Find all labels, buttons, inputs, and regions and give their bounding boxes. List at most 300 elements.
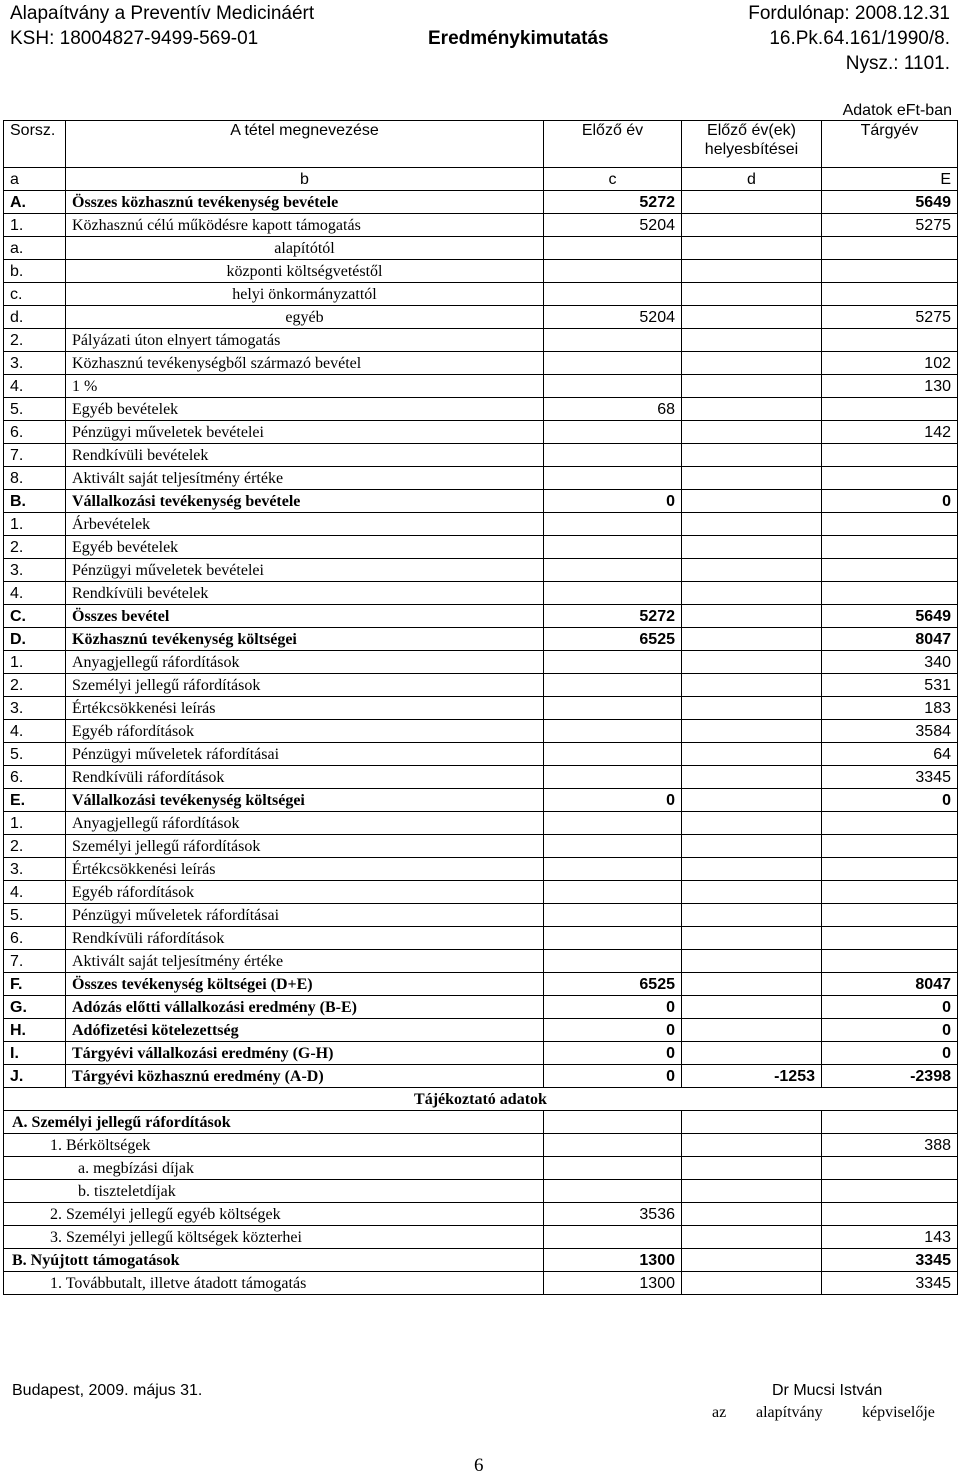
info-row-label: a. megbízási díjak: [4, 1157, 544, 1180]
row-label: Összes közhasznú tevékenység bevétele: [66, 191, 544, 214]
current-year-value: 531: [822, 674, 958, 697]
row-label: központi költségvetéstől: [66, 260, 544, 283]
table-row: [4, 812, 958, 835]
current-year-value: [822, 237, 958, 260]
column-header-row: [4, 121, 958, 168]
prev-year-value: [544, 927, 682, 950]
col-header-sorsz: Sorsz.: [4, 121, 66, 168]
prev-year-correction-value: [682, 812, 822, 835]
info-empty-cell: [682, 1249, 822, 1272]
row-label: Pénzügyi műveletek bevételei: [66, 421, 544, 444]
row-label: Összes bevétel: [66, 605, 544, 628]
table-row: [4, 904, 958, 927]
row-label: Anyagjellegű ráfordítások: [66, 812, 544, 835]
current-year-value: 8047: [822, 973, 958, 996]
info-empty-cell: [682, 1111, 822, 1134]
prev-year-correction-value: [682, 421, 822, 444]
row-number: 2.: [4, 835, 66, 858]
info-row-label: 2. Személyi jellegű egyéb költségek: [4, 1203, 544, 1226]
registry-number: Nysz.: 1101.: [845, 53, 950, 74]
col-header-name: A tétel megnevezése: [66, 121, 544, 168]
prev-year-correction-value: [682, 789, 822, 812]
current-year-value: [822, 398, 958, 421]
prev-year-correction-value: [682, 237, 822, 260]
table-row: [4, 237, 958, 260]
prev-year-value: [544, 536, 682, 559]
organization-name: Alapaítvány a Preventív Medicináért: [10, 3, 315, 24]
info-prev-year-value: [544, 1111, 682, 1134]
prev-year-value: [544, 352, 682, 375]
row-label: 1 %: [66, 375, 544, 398]
current-year-value: [822, 467, 958, 490]
prev-year-value: 6525: [544, 973, 682, 996]
row-number: 7.: [4, 444, 66, 467]
current-year-value: 0: [822, 996, 958, 1019]
row-number: b.: [4, 260, 66, 283]
info-empty-cell: [682, 1134, 822, 1157]
prev-year-value: 5204: [544, 214, 682, 237]
row-number: A.: [4, 191, 66, 214]
table-row: [4, 881, 958, 904]
prev-year-correction-value: [682, 996, 822, 1019]
info-row: [4, 1157, 958, 1180]
table-row: [4, 283, 958, 306]
signer-role-1: az: [712, 1404, 727, 1421]
current-year-value: [822, 858, 958, 881]
table-row: [4, 720, 958, 743]
court-registration: 16.Pk.64.161/1990/8.: [769, 28, 950, 49]
current-year-value: [822, 582, 958, 605]
current-year-value: [822, 329, 958, 352]
column-letter-row: [4, 168, 958, 191]
prev-year-correction-value: [682, 582, 822, 605]
prev-year-correction-value: [682, 513, 822, 536]
table-row: [4, 352, 958, 375]
table-row: [4, 1065, 958, 1088]
info-prev-year-value: 3536: [544, 1203, 682, 1226]
table-row: [4, 260, 958, 283]
prev-year-value: [544, 582, 682, 605]
prev-year-value: [544, 904, 682, 927]
col-header-prev-corrections-line2: helyesbítései: [704, 141, 799, 158]
row-number: 6.: [4, 766, 66, 789]
current-year-value: [822, 513, 958, 536]
signer-role-3: képviselője: [862, 1404, 935, 1421]
page-title: Eredménykimutatás: [428, 28, 609, 49]
row-number: 4.: [4, 375, 66, 398]
row-number: a.: [4, 237, 66, 260]
prev-year-correction-value: [682, 605, 822, 628]
prev-year-correction-value: [682, 743, 822, 766]
row-label: Anyagjellegű ráfordítások: [66, 651, 544, 674]
row-number: B.: [4, 490, 66, 513]
col-letter-c: c: [544, 168, 682, 191]
prev-year-value: [544, 651, 682, 674]
current-year-value: 0: [822, 490, 958, 513]
table-row: [4, 513, 958, 536]
table-row: [4, 444, 958, 467]
prev-year-value: [544, 697, 682, 720]
row-number: F.: [4, 973, 66, 996]
row-label: Összes tevékenység költségei (D+E): [66, 973, 544, 996]
prev-year-value: [544, 674, 682, 697]
prev-year-correction-value: [682, 1042, 822, 1065]
info-prev-year-value: [544, 1134, 682, 1157]
row-label: helyi önkormányzattól: [66, 283, 544, 306]
row-number: 3.: [4, 697, 66, 720]
col-header-prev: Előző év: [544, 121, 682, 168]
row-number: C.: [4, 605, 66, 628]
prev-year-value: 0: [544, 1065, 682, 1088]
prev-year-correction-value: [682, 214, 822, 237]
info-prev-year-value: [544, 1180, 682, 1203]
row-number: 4.: [4, 881, 66, 904]
prev-year-correction-value: [682, 858, 822, 881]
row-number: 1.: [4, 214, 66, 237]
table-row: [4, 191, 958, 214]
income-statement-table: [3, 120, 958, 1295]
table-row: [4, 835, 958, 858]
current-year-value: 0: [822, 1042, 958, 1065]
prev-year-value: [544, 421, 682, 444]
table-row: [4, 996, 958, 1019]
table-row: [4, 674, 958, 697]
table-row: [4, 214, 958, 237]
row-number: d.: [4, 306, 66, 329]
prev-year-value: [544, 766, 682, 789]
info-current-year-value: 388: [822, 1134, 958, 1157]
info-empty-cell: [682, 1203, 822, 1226]
row-label: Vállalkozási tevékenység bevétele: [66, 490, 544, 513]
prev-year-value: 5272: [544, 191, 682, 214]
table-row: [4, 1019, 958, 1042]
table-row: [4, 536, 958, 559]
info-empty-cell: [682, 1272, 822, 1295]
row-label: Tárgyévi közhasznú eredmény (A-D): [66, 1065, 544, 1088]
info-row-label: A. Személyi jellegű ráfordítások: [4, 1111, 544, 1134]
prev-year-value: 5272: [544, 605, 682, 628]
table-row: [4, 375, 958, 398]
signer-name: Dr Mucsi István: [772, 1382, 883, 1399]
current-year-value: [822, 927, 958, 950]
prev-year-correction-value: [682, 927, 822, 950]
prev-year-correction-value: [682, 973, 822, 996]
table-row: [4, 467, 958, 490]
prev-year-value: [544, 720, 682, 743]
row-number: 4.: [4, 720, 66, 743]
current-year-value: [822, 283, 958, 306]
prev-year-correction-value: [682, 283, 822, 306]
col-letter-d: d: [682, 168, 822, 191]
prev-year-value: [544, 375, 682, 398]
table-row: [4, 559, 958, 582]
info-section-title: Tájékoztató adatok: [4, 1088, 958, 1111]
prev-year-correction-value: [682, 329, 822, 352]
prev-year-correction-value: [682, 467, 822, 490]
prev-year-correction-value: [682, 375, 822, 398]
prev-year-correction-value: [682, 835, 822, 858]
current-year-value: 130: [822, 375, 958, 398]
row-label: Közhasznú tevékenység költségei: [66, 628, 544, 651]
row-number: H.: [4, 1019, 66, 1042]
row-label: Árbevételek: [66, 513, 544, 536]
row-number: 2.: [4, 674, 66, 697]
col-letter-a: a: [4, 168, 66, 191]
info-current-year-value: [822, 1180, 958, 1203]
current-year-value: [822, 444, 958, 467]
table-row: [4, 398, 958, 421]
row-number: J.: [4, 1065, 66, 1088]
prev-year-value: [544, 237, 682, 260]
info-title-row: [4, 1088, 958, 1111]
row-label: Egyéb bevételek: [66, 536, 544, 559]
prev-year-correction-value: [682, 260, 822, 283]
current-year-value: 3345: [822, 766, 958, 789]
table-row: [4, 490, 958, 513]
row-label: Értékcsökkenési leírás: [66, 697, 544, 720]
prev-year-correction-value: [682, 950, 822, 973]
prev-year-correction-value: [682, 559, 822, 582]
table-row: [4, 306, 958, 329]
info-current-year-value: 3345: [822, 1272, 958, 1295]
current-year-value: 5649: [822, 605, 958, 628]
prev-year-correction-value: [682, 352, 822, 375]
prev-year-value: [544, 559, 682, 582]
prev-year-value: [544, 812, 682, 835]
prev-year-value: [544, 329, 682, 352]
current-year-value: 8047: [822, 628, 958, 651]
reference-date: Fordulónap: 2008.12.31: [748, 3, 950, 24]
current-year-value: 142: [822, 421, 958, 444]
prev-year-correction-value: [682, 628, 822, 651]
prev-year-correction-value: [682, 881, 822, 904]
info-row: [4, 1134, 958, 1157]
prev-year-value: [544, 835, 682, 858]
row-number: 6.: [4, 421, 66, 444]
info-row-label: 1. Továbbutalt, illetve átadott támogatás: [4, 1272, 544, 1295]
row-number: 8.: [4, 467, 66, 490]
prev-year-value: 0: [544, 996, 682, 1019]
row-label: Rendkívüli ráfordítások: [66, 927, 544, 950]
table-row: [4, 582, 958, 605]
row-number: 1.: [4, 812, 66, 835]
row-label: Értékcsökkenési leírás: [66, 858, 544, 881]
info-row: [4, 1226, 958, 1249]
page-number: 6: [474, 1455, 484, 1476]
current-year-value: [822, 881, 958, 904]
current-year-value: 0: [822, 789, 958, 812]
table-row: [4, 605, 958, 628]
ksh-number: KSH: 18004827-9499-569-01: [10, 28, 259, 49]
col-header-curr: Tárgyév: [822, 121, 958, 168]
prev-year-value: 0: [544, 490, 682, 513]
info-empty-cell: [682, 1157, 822, 1180]
row-number: D.: [4, 628, 66, 651]
prev-year-correction-value: [682, 1019, 822, 1042]
current-year-value: [822, 835, 958, 858]
info-empty-cell: [682, 1226, 822, 1249]
row-number: 1.: [4, 651, 66, 674]
prev-year-correction-value: [682, 490, 822, 513]
info-prev-year-value: [544, 1157, 682, 1180]
row-label: Személyi jellegű ráfordítások: [66, 674, 544, 697]
current-year-value: [822, 559, 958, 582]
row-number: 1.: [4, 513, 66, 536]
row-number: c.: [4, 283, 66, 306]
current-year-value: 102: [822, 352, 958, 375]
row-label: Személyi jellegű ráfordítások: [66, 835, 544, 858]
row-number: 2.: [4, 329, 66, 352]
info-current-year-value: [822, 1203, 958, 1226]
info-prev-year-value: [544, 1226, 682, 1249]
row-number: 2.: [4, 536, 66, 559]
row-label: Közhasznú célú működésre kapott támogatás: [66, 214, 544, 237]
table-row: [4, 927, 958, 950]
prev-year-correction-value: [682, 766, 822, 789]
prev-year-value: [544, 467, 682, 490]
row-number: 3.: [4, 858, 66, 881]
current-year-value: [822, 536, 958, 559]
current-year-value: 5275: [822, 306, 958, 329]
prev-year-correction-value: [682, 444, 822, 467]
table-row: [4, 329, 958, 352]
row-number: 7.: [4, 950, 66, 973]
current-year-value: 5649: [822, 191, 958, 214]
row-number: G.: [4, 996, 66, 1019]
col-letter-b: b: [66, 168, 544, 191]
row-number: I.: [4, 1042, 66, 1065]
row-number: 4.: [4, 582, 66, 605]
info-prev-year-value: 1300: [544, 1272, 682, 1295]
prev-year-value: [544, 743, 682, 766]
prev-year-correction-value: [682, 697, 822, 720]
table-row: [4, 766, 958, 789]
prev-year-correction-value: [682, 904, 822, 927]
prev-year-value: [544, 260, 682, 283]
info-current-year-value: 143: [822, 1226, 958, 1249]
row-label: Tárgyévi vállalkozási eredmény (G-H): [66, 1042, 544, 1065]
current-year-value: [822, 812, 958, 835]
info-row-label: B. Nyújtott támogatások: [4, 1249, 544, 1272]
unit-note: Adatok eFt-ban: [842, 102, 952, 119]
current-year-value: 0: [822, 1019, 958, 1042]
col-header-prev-corrections: [682, 121, 822, 168]
col-letter-e: E: [822, 168, 958, 191]
row-label: Pénzügyi műveletek ráfordításai: [66, 904, 544, 927]
current-year-value: -2398: [822, 1065, 958, 1088]
row-label: alapítótól: [66, 237, 544, 260]
info-row: [4, 1272, 958, 1295]
table-row: [4, 743, 958, 766]
prev-year-value: 0: [544, 1042, 682, 1065]
prev-year-value: 68: [544, 398, 682, 421]
current-year-value: 183: [822, 697, 958, 720]
prev-year-value: 0: [544, 789, 682, 812]
prev-year-value: [544, 950, 682, 973]
table-row: [4, 858, 958, 881]
row-label: Egyéb ráfordítások: [66, 720, 544, 743]
row-number: 5.: [4, 904, 66, 927]
prev-year-correction-value: -1253: [682, 1065, 822, 1088]
row-label: Pályázati úton elnyert támogatás: [66, 329, 544, 352]
prev-year-value: 6525: [544, 628, 682, 651]
prev-year-correction-value: [682, 536, 822, 559]
prev-year-value: [544, 881, 682, 904]
prev-year-value: 0: [544, 1019, 682, 1042]
prev-year-value: [544, 513, 682, 536]
row-number: 3.: [4, 559, 66, 582]
info-current-year-value: [822, 1157, 958, 1180]
row-number: 3.: [4, 352, 66, 375]
info-row-label: 3. Személyi jellegű költségek közterhei: [4, 1226, 544, 1249]
prev-year-correction-value: [682, 651, 822, 674]
row-label: Egyéb ráfordítások: [66, 881, 544, 904]
info-current-year-value: [822, 1111, 958, 1134]
table-row: [4, 789, 958, 812]
row-label: Egyéb bevételek: [66, 398, 544, 421]
row-label: Adózás előtti vállalkozási eredmény (B-E): [66, 996, 544, 1019]
signer-role-2: alapítvány: [756, 1404, 823, 1421]
info-current-year-value: 3345: [822, 1249, 958, 1272]
table-row: [4, 1042, 958, 1065]
info-row-label: b. tiszteletdíjak: [4, 1180, 544, 1203]
prev-year-correction-value: [682, 398, 822, 421]
row-number: 5.: [4, 398, 66, 421]
prev-year-value: [544, 444, 682, 467]
row-number: 5.: [4, 743, 66, 766]
current-year-value: 64: [822, 743, 958, 766]
current-year-value: 3584: [822, 720, 958, 743]
current-year-value: 5275: [822, 214, 958, 237]
row-label: Rendkívüli bevételek: [66, 582, 544, 605]
info-row: [4, 1180, 958, 1203]
prev-year-correction-value: [682, 720, 822, 743]
row-label: Aktivált saját teljesítmény értéke: [66, 950, 544, 973]
table-row: [4, 697, 958, 720]
col-header-prev-corrections-line1: Előző év(ek): [707, 122, 796, 139]
prev-year-value: [544, 858, 682, 881]
row-label: Vállalkozási tevékenység költségei: [66, 789, 544, 812]
row-label: Adófizetési kötelezettség: [66, 1019, 544, 1042]
info-prev-year-value: 1300: [544, 1249, 682, 1272]
row-label: Aktivált saját teljesítmény értéke: [66, 467, 544, 490]
info-row: [4, 1203, 958, 1226]
info-row: [4, 1249, 958, 1272]
table-row: [4, 973, 958, 996]
info-empty-cell: [682, 1180, 822, 1203]
row-label: Rendkívüli ráfordítások: [66, 766, 544, 789]
current-year-value: 340: [822, 651, 958, 674]
row-label: Pénzügyi műveletek ráfordításai: [66, 743, 544, 766]
table-row: [4, 950, 958, 973]
current-year-value: [822, 904, 958, 927]
prev-year-correction-value: [682, 674, 822, 697]
table-row: [4, 421, 958, 444]
row-number: 6.: [4, 927, 66, 950]
row-label: Közhasznú tevékenységből származó bevétel: [66, 352, 544, 375]
row-number: E.: [4, 789, 66, 812]
prev-year-correction-value: [682, 191, 822, 214]
prev-year-value: 5204: [544, 306, 682, 329]
info-row-label: 1. Bérköltségek: [4, 1134, 544, 1157]
current-year-value: [822, 260, 958, 283]
prev-year-correction-value: [682, 306, 822, 329]
row-label: Pénzügyi műveletek bevételei: [66, 559, 544, 582]
info-row: [4, 1111, 958, 1134]
table-row: [4, 651, 958, 674]
row-label: Rendkívüli bevételek: [66, 444, 544, 467]
row-label: egyéb: [66, 306, 544, 329]
